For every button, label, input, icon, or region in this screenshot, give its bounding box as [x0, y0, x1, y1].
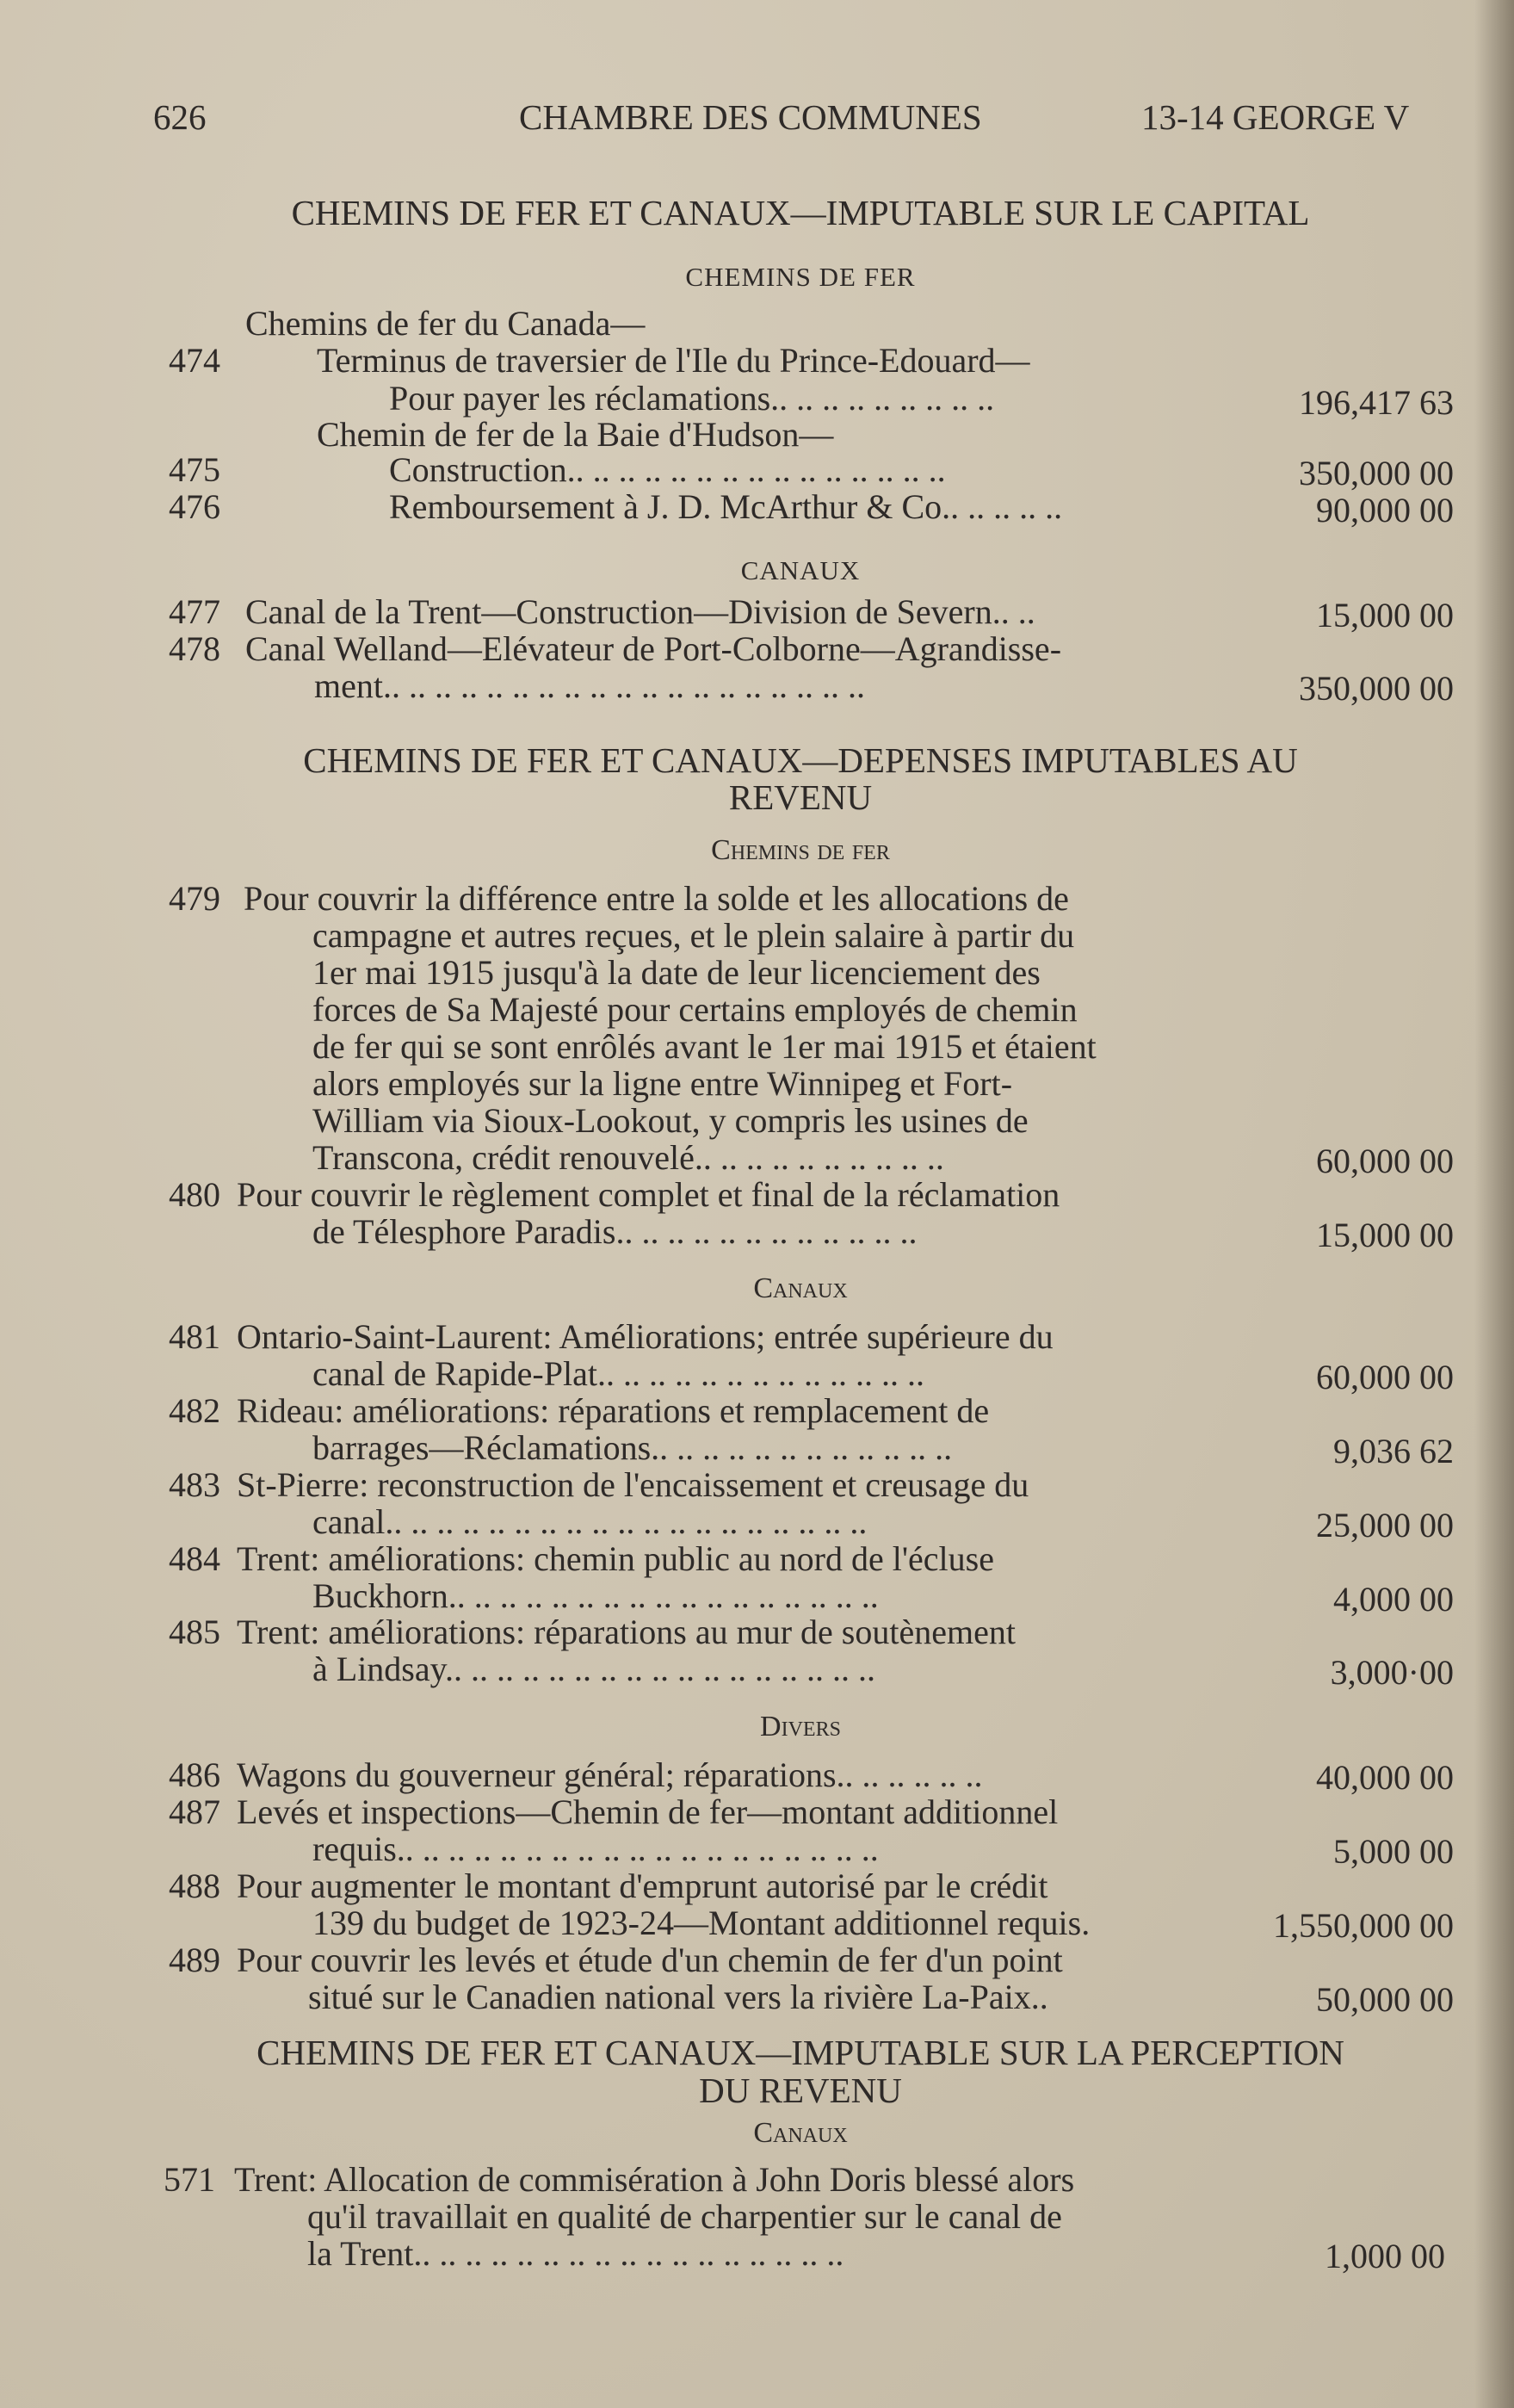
- item-amount: 9,036 62: [1333, 1432, 1454, 1470]
- page-number: 626: [153, 97, 207, 137]
- item-text: campagne et autres reçues, et le plein salaire à partir du: [312, 916, 1075, 955]
- item-text: William via Sioux-Lookout, y compris les usines de: [312, 1101, 1029, 1140]
- item-text: Canal de la Trent—Construction—Division de Severn.. ..: [245, 592, 1035, 631]
- item-text: 139 du budget de 1923-24—Montant additionnel requis.: [312, 1903, 1091, 1942]
- item-number: 474: [169, 341, 220, 380]
- subheading-canaux: CANAUX: [740, 555, 861, 585]
- item-text: alors employés sur la ligne entre Winnipeg et Fort-: [312, 1064, 1013, 1103]
- subheading-chemins-de-fer: Chemins de fer: [711, 834, 890, 866]
- item-number: 487: [169, 1792, 220, 1831]
- item-number: 479: [169, 879, 220, 918]
- subheading-chemins-de-fer: CHEMINS DE FER: [685, 262, 916, 292]
- item-text: Trent: améliorations: chemin public au nord de l'écluse: [237, 1539, 994, 1578]
- item-text: Canal Welland—Elévateur de Port-Colborne—Agrandisse-: [245, 629, 1062, 668]
- item-number: 480: [169, 1175, 220, 1214]
- subheading-canaux: Canaux: [753, 2117, 848, 2149]
- item-text: Pour couvrir les levés et étude d'un chemin de fer d'un point: [237, 1941, 1063, 1979]
- item-number: 571: [164, 2160, 215, 2199]
- group-heading: Chemin de fer de la Baie d'Hudson—: [317, 415, 834, 454]
- item-number: 475: [169, 450, 220, 489]
- item-amount: 50,000 00: [1316, 1980, 1454, 2019]
- item-text: Pour couvrir la différence entre la solde et les allocations de: [244, 879, 1069, 918]
- item-text: canal de Rapide-Plat.. .. .. .. .. .. .. .. .. .. .. .. ..: [312, 1354, 924, 1393]
- item-amount: 90,000 00: [1316, 491, 1454, 529]
- item-amount: 15,000 00: [1316, 1216, 1454, 1254]
- item-amount: 60,000 00: [1316, 1142, 1454, 1180]
- item-text: Pour couvrir le règlement complet et final de la réclamation: [237, 1175, 1060, 1214]
- item-amount: 1,550,000 00: [1273, 1906, 1454, 1945]
- page-edge-shadow: [1474, 0, 1514, 2408]
- item-text: St-Pierre: reconstruction de l'encaissement et creusage du: [237, 1465, 1029, 1504]
- item-text: Construction.. .. .. .. .. .. .. .. .. .. .. .. .. .. ..: [389, 450, 946, 489]
- section-title-revenu: CHEMINS DE FER ET CANAUX—DEPENSES IMPUTABLES AU: [303, 740, 1298, 780]
- section-title-revenu-cont: REVENU: [728, 777, 873, 817]
- section-title-capital: CHEMINS DE FER ET CANAUX—IMPUTABLE SUR LE CAPITAL: [291, 193, 1310, 232]
- item-amount: 3,000·00: [1330, 1653, 1454, 1692]
- item-amount: 350,000 00: [1299, 669, 1454, 708]
- item-number: 489: [169, 1941, 220, 1979]
- item-amount: 40,000 00: [1316, 1758, 1454, 1797]
- group-heading: Chemins de fer du Canada—: [245, 304, 646, 343]
- item-text: Trent: améliorations: réparations au mur de soutènement: [237, 1613, 1016, 1651]
- item-number: 486: [169, 1755, 220, 1794]
- item-text: qu'il travaillait en qualité de charpentier sur le canal de: [307, 2197, 1062, 2236]
- item-number: 476: [169, 487, 220, 526]
- item-text: Wagons du gouverneur général; réparations.. .. .. .. .. ..: [237, 1755, 983, 1794]
- item-text: canal.. .. .. .. .. .. .. .. .. .. .. .. .. .. .. .. .. .. ..: [312, 1502, 868, 1541]
- item-amount: 15,000 00: [1316, 596, 1454, 634]
- item-text: Trent: Allocation de commisération à John Doris blessé alors: [234, 2160, 1075, 2199]
- item-amount: 196,417 63: [1299, 383, 1454, 422]
- item-text: situé sur le Canadien national vers la rivière La-Paix..: [308, 1978, 1048, 2016]
- item-text: à Lindsay.. .. .. .. .. .. .. .. .. .. .. .. .. .. .. .. ..: [312, 1650, 876, 1688]
- item-text: forces de Sa Majesté pour certains employés de chemin: [312, 990, 1078, 1029]
- item-text: requis.. .. .. .. .. .. .. .. .. .. .. .. .. .. .. .. .. .. ..: [312, 1829, 879, 1868]
- item-text: la Trent.. .. .. .. .. .. .. .. .. .. .. .. .. .. .. .. ..: [307, 2234, 844, 2273]
- item-number: 481: [169, 1317, 220, 1356]
- item-amount: 60,000 00: [1316, 1358, 1454, 1396]
- item-number: 477: [169, 592, 220, 631]
- item-text: de fer qui se sont enrôlés avant le 1er mai 1915 et étaient: [312, 1027, 1097, 1066]
- item-text: Transcona, crédit renouvelé.. .. .. .. .. .. .. .. .. ..: [312, 1138, 944, 1177]
- item-number: 485: [169, 1613, 220, 1651]
- item-number: 488: [169, 1866, 220, 1905]
- running-title: CHAMBRE DES COMMUNES: [519, 97, 982, 137]
- item-text: Levés et inspections—Chemin de fer—montant additionnel: [237, 1792, 1059, 1831]
- item-text: Terminus de traversier de l'Ile du Prince-Edouard—: [317, 341, 1030, 380]
- item-number: 478: [169, 629, 220, 668]
- item-text: Rideau: améliorations: réparations et remplacement de: [237, 1391, 990, 1430]
- item-amount: 4,000 00: [1333, 1580, 1454, 1619]
- item-number: 483: [169, 1465, 220, 1504]
- item-amount: 350,000 00: [1299, 454, 1454, 492]
- item-text: barrages—Réclamations.. .. .. .. .. .. .. .. .. .. .. ..: [312, 1428, 953, 1467]
- item-number: 484: [169, 1539, 220, 1578]
- item-amount: 25,000 00: [1316, 1506, 1454, 1544]
- item-text: Remboursement à J. D. McArthur & Co.. .. .. .. ..: [389, 487, 1063, 526]
- subheading-divers: Divers: [760, 1711, 841, 1743]
- item-text: Pour payer les réclamations.. .. .. .. .. .. .. .. ..: [389, 379, 995, 418]
- item-text: Pour augmenter le montant d'emprunt autorisé par le crédit: [237, 1866, 1048, 1905]
- item-text: Ontario-Saint-Laurent: Améliorations; entrée supérieure du: [237, 1317, 1054, 1356]
- subheading-canaux: Canaux: [753, 1272, 848, 1304]
- item-number: 482: [169, 1391, 220, 1430]
- item-text: de Télesphore Paradis.. .. .. .. .. .. .. .. .. .. .. ..: [312, 1212, 918, 1251]
- item-amount: 1,000 00: [1325, 2237, 1445, 2275]
- session-reference: 13-14 GEORGE V: [1141, 97, 1410, 137]
- item-text: ment.. .. .. .. .. .. .. .. .. .. .. .. .. .. .. .. .. .. ..: [314, 666, 865, 705]
- item-text: Buckhorn.. .. .. .. .. .. .. .. .. .. .. .. .. .. .. .. ..: [312, 1576, 879, 1615]
- section-title-perception-cont: DU REVENU: [699, 2071, 902, 2110]
- item-text: 1er mai 1915 jusqu'à la date de leur licenciement des: [312, 953, 1041, 992]
- item-amount: 5,000 00: [1333, 1832, 1454, 1871]
- section-title-perception: CHEMINS DE FER ET CANAUX—IMPUTABLE SUR LA PERCEPTION: [256, 2033, 1344, 2072]
